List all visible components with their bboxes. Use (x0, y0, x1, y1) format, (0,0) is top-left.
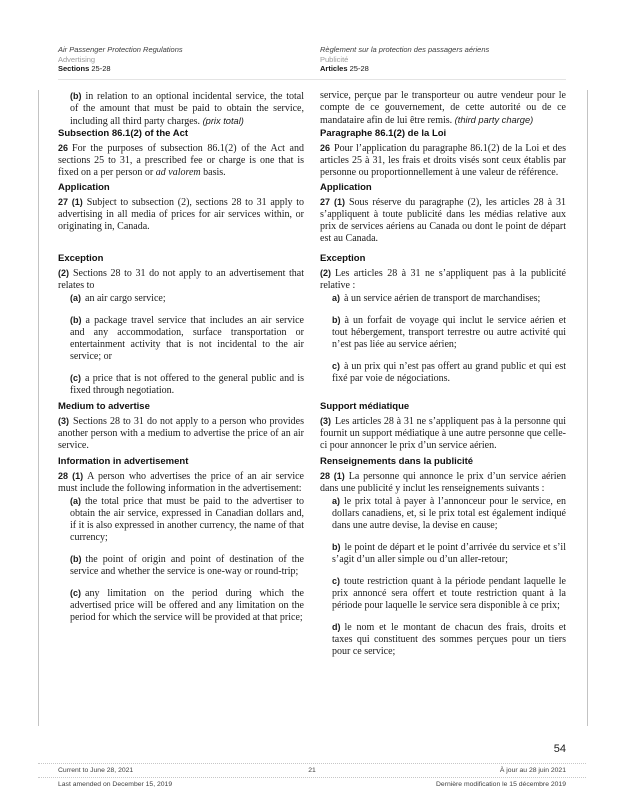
col-fr (320, 182, 566, 245)
clause-label: b) (332, 315, 341, 325)
amendment-date-en: Last amended on December 15, 2019 (58, 781, 173, 788)
section-27-3-fr (320, 415, 566, 452)
footer-line-1 (38, 763, 586, 774)
section-text: Sous réserve du paragraphe (2), les articles 28 à 31 s’appliquent à toute publicité dans les médias relative aux prix de services aériens au Canada ou dont le point de départ est au Canada. (320, 197, 566, 244)
heading-exception-en: Exception (58, 253, 104, 264)
section-28-1-fr (320, 470, 566, 495)
heading-renseignements-fr: Renseignements dans la publicité (320, 456, 474, 467)
col-en (58, 253, 304, 292)
clause-text: a price that is not offered to the general public and is fixed through negotiation. (70, 373, 304, 396)
amendment-rule-right (587, 90, 588, 726)
section-text: Sections 28 to 31 do not apply to an advertisement that relates to (58, 268, 304, 291)
clause-label: (b) (70, 554, 82, 564)
clause-27-2a-en (70, 292, 304, 305)
clause-label: a) (332, 496, 341, 506)
section-number: 27 (1) (320, 197, 345, 207)
clause-label: (c) (70, 373, 81, 383)
currency-date-fr: À jour au 28 juin 2021 (499, 767, 566, 774)
clause-label: c) (332, 361, 341, 371)
section-number: 26 (320, 143, 331, 153)
clause-text: le prix total à payer à l’annonceur pour le service, en dollars canadiens, et, si le prix total est également indiqué dans une autre devise, la devise en cause; (332, 496, 566, 531)
section-text: For the purposes of subsection 86.1(2) of the Act and sections 25 to 31, a prescribed fee or charge is one that is fixed on a per person or (58, 143, 304, 178)
doc-title-en: Air Passenger Protection Regulations (58, 45, 183, 54)
definition-continuation-fr (320, 90, 566, 127)
section-number: (2) (320, 268, 331, 278)
clause-28-1c-en (70, 587, 304, 624)
clause-27-2b-en (70, 314, 304, 363)
col-en (58, 292, 304, 397)
sections-range-fr: 25-28 (349, 64, 369, 73)
section-text: La personne qui annonce le prix d’un service aérien dans une publicité y inclut les renseignements suivants : (320, 471, 566, 494)
clause-label: c) (332, 576, 341, 586)
clause-label: (b) (70, 315, 82, 325)
row-section-26 (58, 128, 566, 179)
sections-label-fr: Articles (320, 64, 348, 73)
defined-term: (third party charge) (454, 115, 534, 125)
amendment-rule-left (38, 90, 39, 726)
sections-range-en: 25-28 (91, 64, 111, 73)
sections-line-en (58, 64, 304, 74)
doc-subtitle-en: Advertising (58, 54, 96, 64)
clause-27-2c-en (70, 372, 304, 397)
clause-27-2b-fr (332, 314, 566, 351)
section-text: Les articles 28 à 31 ne s’appliquent pas à la publicité relative : (320, 268, 566, 291)
sheet-number: 21 (308, 767, 316, 774)
row-definition-b (58, 90, 566, 128)
clause-28-1b-en (70, 553, 304, 578)
clause-28-1c-fr (332, 575, 566, 612)
header-french (320, 45, 566, 74)
clause-28-1a-fr (332, 495, 566, 532)
section-text: Pour l’application du paragraphe 86.1(2) de la Loi et des articles 25 à 31, les frais et droits visés sont ceux établis par personne ou proportionnellement à une valeur de référence. (320, 143, 566, 178)
clause-27-2c-fr (332, 360, 566, 385)
col-fr (320, 401, 566, 452)
clause-label: (a) (70, 293, 81, 303)
clause-text: à un prix qui n’est pas offert au grand public et qui est fixé par voie de négociations. (332, 361, 566, 384)
row-application (58, 182, 566, 245)
section-text: Sections 28 to 31 do not apply to a person who provides another person with a medium to advertise the price of an air service. (58, 416, 304, 451)
section-27-2-fr (320, 267, 566, 292)
footer-line-2 (38, 777, 586, 788)
clause-27-2a-fr (332, 292, 566, 305)
heading-paragraphe-fr: Paragraphe 86.1(2) de la Loi (320, 128, 447, 139)
section-text: Les articles 28 à 31 ne s’appliquent pas à la personne qui fournit un support médiatique à une autre personne que celle-ci pour annoncer le prix d’un service aérien. (320, 416, 566, 451)
heading-subsection-en: Subsection 86.1(2) of the Act (58, 128, 189, 139)
section-number: 28 (1) (320, 471, 345, 481)
col-en (58, 401, 304, 452)
document-body (58, 90, 566, 658)
heading-support-fr: Support médiatique (320, 401, 410, 412)
clause-label: b) (332, 542, 341, 552)
row-exception (58, 253, 566, 292)
section-number: (2) (58, 268, 69, 278)
clause-text: the point of origin and point of destination of the service and whether the service is one-way or round-trip; (70, 554, 304, 577)
page-footer (38, 763, 586, 788)
clause-label: (b) (70, 91, 82, 101)
section-text: A person who advertises the price of an air service must include the following information in the advertisement: (58, 471, 304, 494)
page-number: 54 (553, 743, 566, 755)
clause-b-definition-en (70, 90, 304, 128)
amendment-date-fr: Dernière modification le 15 décembre 2019 (436, 781, 566, 788)
section-number: 27 (1) (58, 197, 83, 207)
heading-exception-fr: Exception (320, 253, 366, 264)
section-27-1-en (58, 196, 304, 233)
doc-title-fr: Règlement sur la protection des passagers aériens (320, 45, 490, 54)
row-medium (58, 401, 566, 452)
heading-application-en: Application (58, 182, 110, 193)
heading-information-en: Information in advertisement (58, 456, 189, 467)
col-en (58, 90, 304, 128)
col-fr (320, 253, 566, 292)
sections-label-en: Sections (58, 64, 90, 73)
section-number: 26 (58, 143, 69, 153)
clause-text: a package travel service that includes an air service and any accommodation, surface transportation or entertainment activity that is not incidental to the air service; or (70, 315, 304, 362)
section-27-3-en (58, 415, 304, 452)
clause-label: (a) (70, 496, 81, 506)
clause-text: le nom et le montant de chacun des frais, droits et taxes qui constituent des sommes perçues pour un tiers pour ce service; (332, 622, 566, 657)
currency-date-en: Current to June 28, 2021 (58, 767, 134, 774)
section-number: (3) (58, 416, 69, 426)
clause-text: à un service aérien de transport de marchandises; (344, 293, 541, 304)
clause-text: toute restriction quant à la période pendant laquelle le prix annoncé sera offert et toute restriction quant à la période pour laquelle le service sera disponible à ce prix; (332, 576, 566, 611)
clause-text: in relation to an optional incidental service, the total of the amount that must be paid to obtain the service, including all third party charges. (70, 91, 304, 127)
clause-text: le point de départ et le point d’arrivée du service et s’il s’agit d’un aller simple ou d’un aller-retour; (332, 542, 566, 565)
page-header (58, 45, 566, 80)
doc-subtitle-fr: Publicité (320, 54, 349, 64)
clause-label: d) (332, 622, 341, 632)
section-26-fr (320, 142, 566, 179)
col-fr (320, 456, 566, 495)
section-text: Subject to subsection (2), sections 28 to 31 apply to advertising in all media of prices for air services within, or originating in, Canada. (58, 197, 305, 232)
clause-28-1b-fr (332, 541, 566, 566)
section-text: basis. (200, 167, 226, 178)
clause-text: an air cargo service; (85, 293, 166, 304)
section-number: (3) (320, 416, 331, 426)
header-english (58, 45, 304, 74)
col-fr (320, 90, 566, 128)
clause-label: (c) (70, 588, 81, 598)
heading-application-fr: Application (320, 182, 372, 193)
row-information (58, 456, 566, 495)
heading-medium-en: Medium to advertise (58, 401, 150, 412)
col-fr (320, 292, 566, 397)
col-en (58, 495, 304, 658)
section-26-en (58, 142, 304, 179)
defined-term: (prix total) (202, 116, 244, 126)
col-en (58, 128, 304, 179)
col-en (58, 456, 304, 495)
paragraph-text: service, perçue par le transporteur ou autre vendeur pour le compte de ce gouvernement, de cette autorité ou de ce mandataire afin de lui être remis. (320, 90, 566, 126)
clause-text: the total price that must be paid to the advertiser to obtain the air service, expressed in Canadian dollars and, if it is also expressed in another currency, the name of that currency; (70, 496, 304, 543)
col-fr (320, 128, 566, 179)
section-number: 28 (1) (58, 471, 84, 481)
clause-label: a) (332, 293, 341, 303)
clause-text: any limitation on the period during which the advertised price will be offered and any limitation on the period for which the service will be provided at that price; (70, 588, 304, 623)
section-27-2-en (58, 267, 304, 292)
clause-28-1a-en (70, 495, 304, 544)
col-en (58, 182, 304, 245)
row-information-clauses (58, 495, 566, 658)
clause-28-1d-fr (332, 621, 566, 658)
section-28-1-en (58, 470, 304, 495)
row-exception-clauses (58, 292, 566, 397)
latin-phrase: ad valorem (155, 167, 201, 178)
clause-text: à un forfait de voyage qui inclut le service aérien et tout hébergement, transport terrestre ou autre activité qui n’est pas liée au service aérien; (332, 315, 566, 350)
section-27-1-fr (320, 196, 566, 245)
sections-line-fr (320, 64, 566, 74)
col-fr (320, 495, 566, 658)
